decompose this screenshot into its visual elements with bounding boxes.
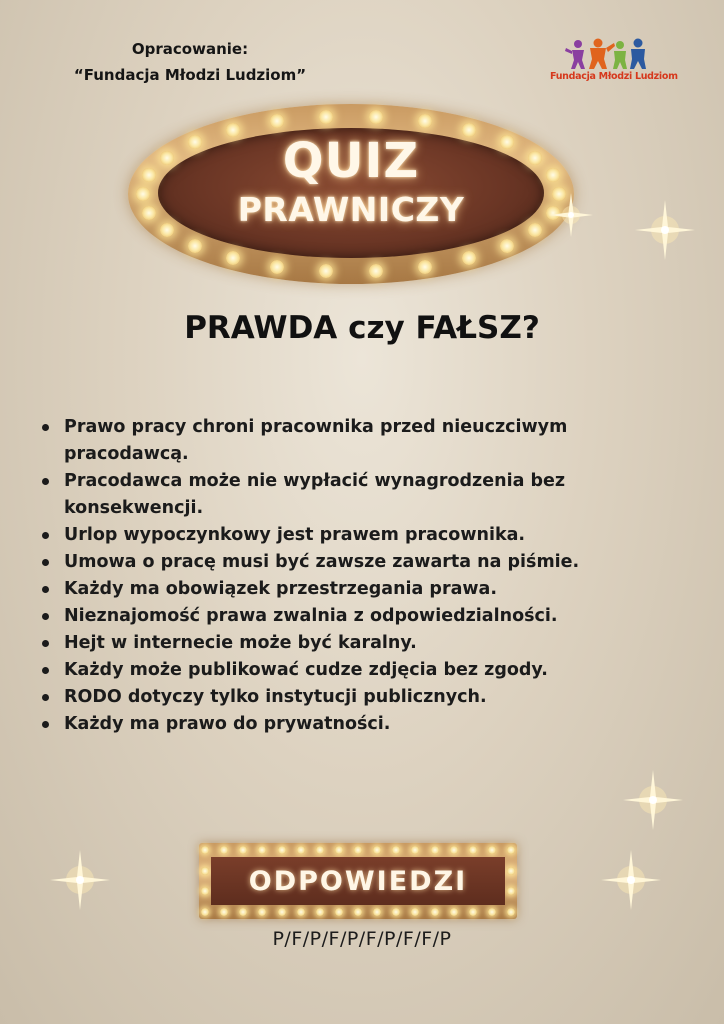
answers-bulb <box>297 908 305 916</box>
quiz-title-line2: PRAWNICZY <box>237 190 465 229</box>
answers-bulb <box>278 846 286 854</box>
marquee-bulb <box>142 206 156 220</box>
question-list <box>38 414 678 738</box>
question-text: Nieznajomość prawa zwalnia z odpowiedzialności. <box>64 606 558 626</box>
bullet-icon <box>42 532 49 539</box>
answers-bulb <box>507 908 515 916</box>
answers-bulb <box>488 908 496 916</box>
answers-bulb <box>278 908 286 916</box>
bullet-icon <box>42 478 49 485</box>
question-text: Umowa o pracę musi być zawsze zawarta na piśmie. <box>64 552 580 572</box>
answers-bulb <box>354 908 362 916</box>
bullet-icon <box>42 667 49 674</box>
marquee-bulb <box>319 110 333 124</box>
question-text: Prawo pracy chroni pracownika przed nieuczciwym pracodawcą. <box>64 417 568 464</box>
answers-bulb <box>507 846 515 854</box>
question-item <box>38 468 678 522</box>
sparkle-icon <box>630 195 700 265</box>
bullet-icon <box>42 640 49 647</box>
answers-bulb <box>201 908 209 916</box>
answers-bulb <box>469 846 477 854</box>
answers-bulb <box>335 846 343 854</box>
answers-bulb <box>469 908 477 916</box>
question-item <box>38 711 678 738</box>
answers-bulb <box>488 846 496 854</box>
bullet-icon <box>42 721 49 728</box>
answers-bulb <box>297 846 305 854</box>
bullet-icon <box>42 613 49 620</box>
question-item <box>38 414 678 468</box>
question-item <box>38 603 678 630</box>
answers-bulb <box>316 908 324 916</box>
credit-label: Opracowanie: <box>131 40 249 58</box>
bullet-icon <box>42 586 49 593</box>
marquee-bulb <box>546 206 560 220</box>
answers-bulb <box>335 908 343 916</box>
bullet-icon <box>42 694 49 701</box>
answers-bulb <box>450 908 458 916</box>
marquee-bulb <box>369 110 383 124</box>
answers-bulb <box>316 846 324 854</box>
question-item <box>38 684 678 711</box>
question-text: Każdy ma prawo do prywatności. <box>64 714 391 734</box>
question-text: RODO dotyczy tylko instytucji publicznych. <box>64 687 487 707</box>
quiz-title <box>158 132 544 230</box>
logo-text: Fundacja Młodzi Ludziom <box>550 71 678 82</box>
question-item <box>38 657 678 684</box>
page-subtitle: PRAWDA czy FAŁSZ? <box>184 310 540 346</box>
question-item <box>38 576 678 603</box>
sparkle-icon <box>45 845 115 915</box>
foundation-logo <box>550 38 678 98</box>
sparkle-icon <box>618 765 688 835</box>
marquee-bulb <box>226 251 240 265</box>
bullet-icon <box>42 559 49 566</box>
marquee-bulb <box>188 239 202 253</box>
credit-organization: “Fundacja Młodzi Ludziom” <box>73 66 307 84</box>
question-text: Każdy ma obowiązek przestrzegania prawa. <box>64 579 498 599</box>
question-text: Każdy może publikować cudze zdjęcia bez zgody. <box>64 660 548 680</box>
question-item <box>38 630 678 657</box>
marquee-bulb <box>500 239 514 253</box>
answers-bulb <box>431 846 439 854</box>
bullet-icon <box>42 424 49 431</box>
marquee-bulb <box>552 187 566 201</box>
question-text: Urlop wypoczynkowy jest prawem pracownika. <box>64 525 526 545</box>
answers-sign-label: ODPOWIEDZI <box>211 857 505 905</box>
question-item <box>38 549 678 576</box>
answers-bulb <box>507 867 515 875</box>
answers-key: P/F/P/F/P/F/P/F/F/P <box>272 928 452 950</box>
question-text: Pracodawca może nie wypłacić wynagrodzenia bez konsekwencji. <box>64 471 566 518</box>
answers-bulb <box>201 846 209 854</box>
question-text: Hejt w internecie może być karalny. <box>64 633 417 653</box>
marquee-bulb <box>418 260 432 274</box>
question-item <box>38 522 678 549</box>
quiz-title-line1: QUIZ <box>282 133 420 189</box>
answers-bulb <box>450 846 458 854</box>
marquee-bulb <box>136 187 150 201</box>
sparkle-icon <box>596 845 666 915</box>
answers-bulb <box>201 867 209 875</box>
answers-bulb <box>354 846 362 854</box>
marquee-bulb <box>418 114 432 128</box>
credit-block <box>60 36 320 88</box>
answers-bulb <box>431 908 439 916</box>
people-figures-icon <box>564 38 648 70</box>
